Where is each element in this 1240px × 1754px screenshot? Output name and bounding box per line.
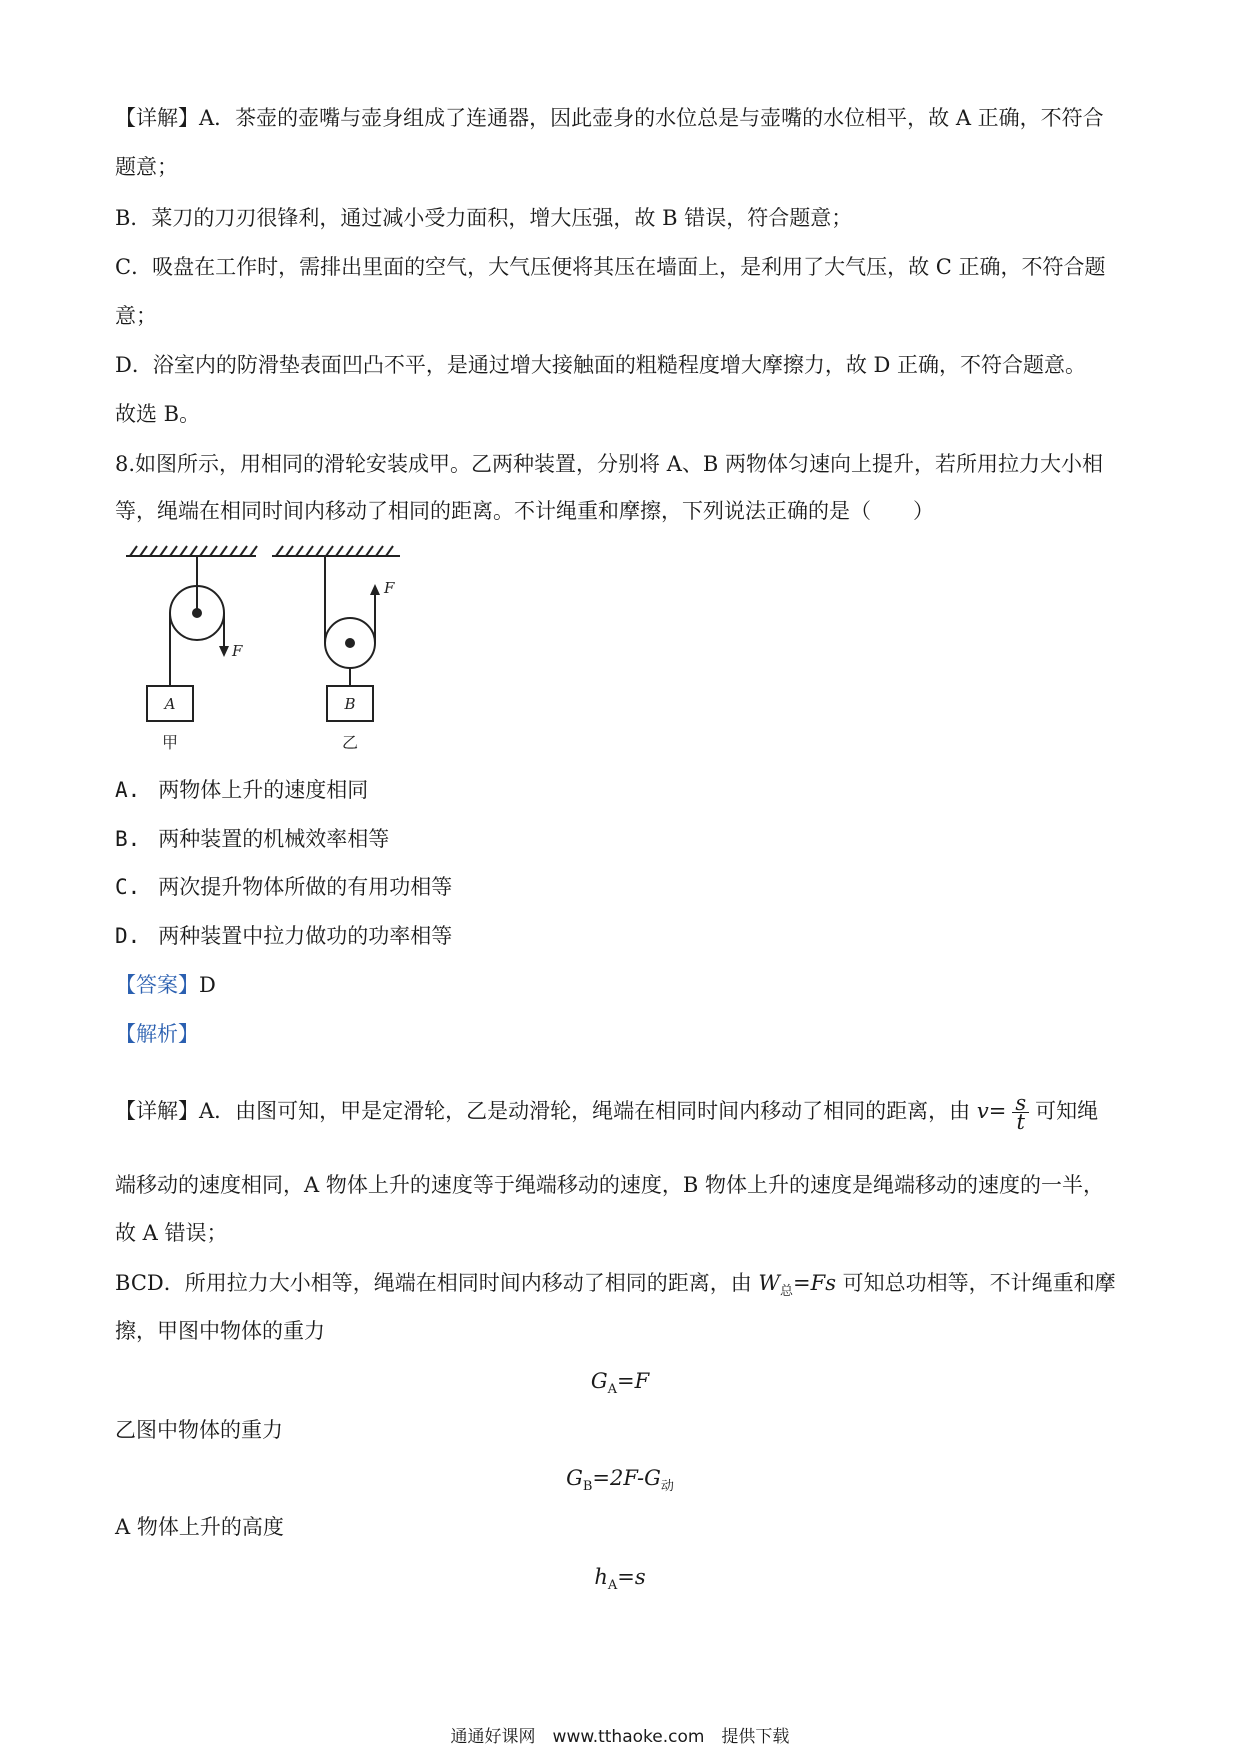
- analysis-line: [115, 1019, 199, 1049]
- equation-gb: [0, 1463, 1240, 1502]
- option-d: [115, 921, 452, 951]
- detail2-a-line3: 故 A 错误；: [115, 1221, 228, 1245]
- yi-weight-line: 乙图中物体的重力: [115, 1418, 283, 1442]
- option-b-text: 两种装置的机械效率相等: [158, 827, 390, 851]
- option-a: [115, 775, 368, 805]
- eq2-sub2: 动: [660, 1479, 674, 1495]
- eq2-sub: B: [582, 1479, 593, 1495]
- detail2-a-line2: 端移动的速度相同，A 物体上升的速度等于绳端移动的速度，B 物体上升的速度是绳端移动的速度的一半，: [115, 1173, 1104, 1197]
- detail2-bcd-line1: [115, 1268, 1116, 1307]
- option-c: [115, 872, 452, 902]
- pulley-figure: [122, 543, 412, 753]
- answer-label: 【答案】: [115, 973, 199, 997]
- option-d-text: 两种装置中拉力做功的功率相等: [158, 924, 453, 948]
- eq2-rest: =2F-G: [592, 1466, 661, 1490]
- eq2-main: G: [566, 1466, 583, 1490]
- detail2-a-suffix: 可知绳: [1035, 1099, 1099, 1123]
- a-height-line: A 物体上升的高度: [115, 1515, 284, 1539]
- ceiling-left: [126, 546, 257, 556]
- eq1-sub: A: [607, 1382, 617, 1398]
- question-8-line2: 等，绳端在相同时间内移动了相同的距离。不计绳重和摩擦，下列说法正确的是（ ）: [115, 499, 934, 523]
- answer-line: [115, 970, 216, 1000]
- option-b: [115, 824, 389, 854]
- formula-v: v=: [976, 1099, 1007, 1123]
- force-label-2: F: [384, 579, 395, 597]
- formula-numerator: s: [1012, 1094, 1029, 1113]
- option-c-text: 两次提升物体所做的有用功相等: [158, 875, 453, 899]
- eq1-rest: =F: [617, 1369, 650, 1393]
- option-d-letter: D.: [115, 924, 141, 948]
- detail2-bcd-suffix: 可知总功相等，不计绳重和摩: [842, 1271, 1116, 1295]
- caption-jia: 甲: [161, 733, 179, 752]
- force-label-1: F: [232, 642, 243, 660]
- detail-a-line1: 【详解】A．茶壶的壶嘴与壶身组成了连通器，因此壶身的水位总是与壶嘴的水位相平，故 A 正确，不符合: [115, 106, 1104, 130]
- equation-ga: [0, 1366, 1240, 1405]
- equation-ha: [0, 1562, 1240, 1601]
- caption-yi: 乙: [341, 733, 359, 752]
- ceiling-right: [272, 546, 400, 556]
- w-equation: =Fs: [793, 1271, 836, 1295]
- detail2-a-prefix: 【详解】A．由图可知，甲是定滑轮，乙是动滑轮，绳端在相同时间内移动了相同的距离，由: [115, 1099, 971, 1123]
- detail2-a-line1: [115, 1091, 1099, 1134]
- detail-c-line1: C．吸盘在工作时，需排出里面的空气，大气压便将其压在墙面上，是利用了大气压，故 C 正确，不符合题: [115, 255, 1106, 279]
- movable-pulley: [325, 556, 380, 686]
- eq1-main: G: [590, 1369, 608, 1393]
- detail2-bcd-prefix: BCD．所用拉力大小相等，绳端在相同时间内移动了相同的距离，由: [115, 1271, 752, 1295]
- analysis-label: 【解析】: [115, 1022, 199, 1046]
- option-b-letter: B.: [115, 827, 141, 851]
- w-symbol: W: [758, 1271, 781, 1295]
- detail-a-line2: 题意；: [115, 155, 178, 179]
- block-a-label: A: [164, 695, 176, 713]
- detail-b-line: B．菜刀的刀刃很锋利，通过减小受力面积，增大压强，故 B 错误，符合题意；: [115, 206, 853, 230]
- detail-d-line: D．浴室内的防滑垫表面凹凸不平，是通过增大接触面的粗糙程度增大摩擦力，故 D 正确，不符合题意。: [115, 353, 1087, 377]
- eq3-rest: =s: [617, 1565, 646, 1589]
- page-footer: 通通好课网 www.tthaoke.com 提供下载: [450, 1727, 790, 1747]
- fixed-pulley: [170, 556, 229, 686]
- detail2-bcd-line2: 擦，甲图中物体的重力: [115, 1319, 325, 1343]
- w-subscript: 总: [780, 1284, 794, 1300]
- formula-denominator: t: [1016, 1110, 1025, 1134]
- option-c-letter: C.: [115, 875, 141, 899]
- option-a-text: 两物体上升的速度相同: [158, 778, 369, 802]
- eq3-sub: A: [607, 1578, 618, 1594]
- option-a-letter: A.: [115, 778, 141, 802]
- formula-fraction: [1012, 1091, 1029, 1134]
- eq3-main: h: [594, 1565, 608, 1589]
- detail-c-line2: 意；: [115, 304, 157, 328]
- answer-value: D: [199, 973, 216, 997]
- block-b-label: B: [344, 695, 356, 713]
- question-8-line1: 8.如图所示，用相同的滑轮安装成甲。乙两种装置，分别将 A、B 两物体匀速向上提升，若所用拉力大小相: [115, 452, 1103, 476]
- detail-choose: 故选 B。: [115, 402, 201, 426]
